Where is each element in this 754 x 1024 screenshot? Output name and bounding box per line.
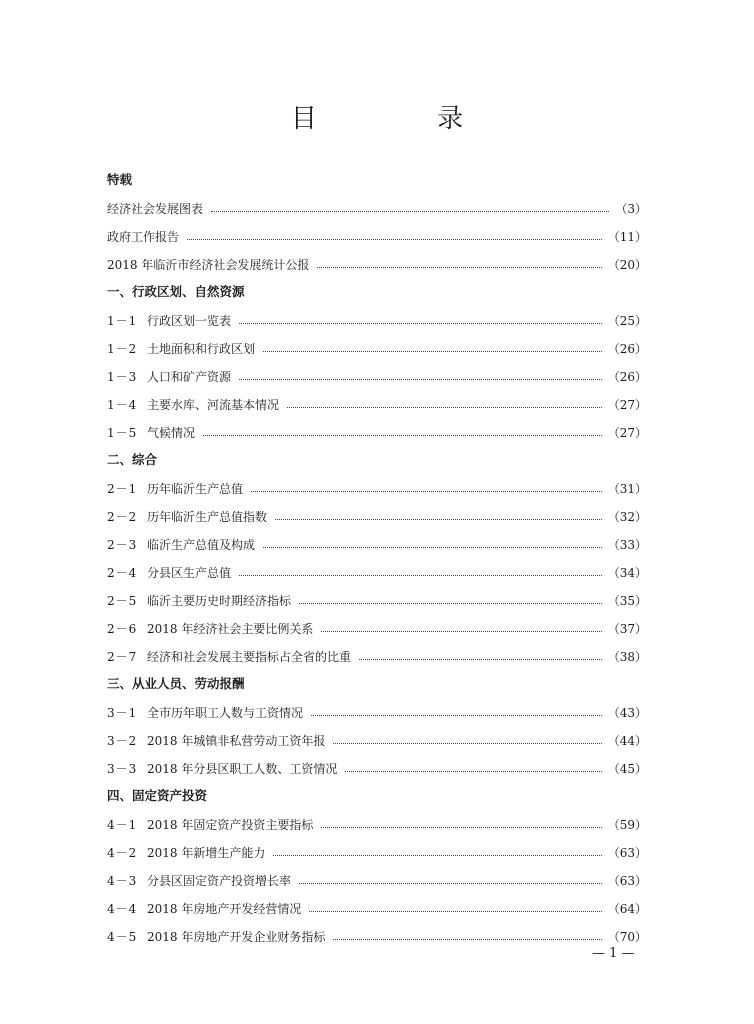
entry-title: 分县区生产总值 [147,565,232,580]
entry-number: 2－7 [107,649,138,664]
entry-title: 2018 年分县区职工人数、工资情况 [147,761,338,776]
toc-entry[interactable] [107,474,647,502]
dot-leader [333,938,601,940]
entry-page: （43） [607,705,647,720]
entry-page: （44） [607,733,647,748]
entry-title: 气候情况 [147,425,196,440]
entry-title: 临沂主要历史时期经济指标 [147,593,292,608]
entry-title: 行政区划一览表 [147,313,232,328]
page-title: 目 录 [290,104,520,134]
entry-title: 经济社会发展图表 [107,201,204,216]
dot-leader [299,602,602,604]
entry-page: （63） [607,845,647,860]
entry-page: （31） [607,481,647,496]
entry-title: 2018 年房地产开发经营情况 [147,901,302,916]
entry-number: 3－1 [107,705,138,720]
dot-leader [263,546,602,548]
toc-entry[interactable] [107,754,647,782]
entry-page: （26） [607,341,647,356]
entry-page: （20） [607,257,647,272]
entry-number: 4－1 [107,817,138,832]
entry-title: 2018 年经济社会主要比例关系 [147,621,314,636]
entry-title: 临沂生产总值及构成 [147,537,256,552]
entry-page: （25） [607,313,647,328]
toc-entry[interactable] [107,418,647,446]
entry-title: 主要水库、河流基本情况 [147,397,280,412]
entry-page: （11） [607,229,647,244]
entry-title: 2018 年新增生产能力 [147,845,266,860]
dot-leader [317,266,601,268]
toc-entry[interactable] [107,306,647,334]
entry-title: 分县区固定资产投资增长率 [147,873,292,888]
entry-page: （59） [607,817,647,832]
toc-entry[interactable] [107,558,647,586]
entry-number: 2－6 [107,621,138,636]
dot-leader [239,322,602,324]
entry-page: （35） [607,593,647,608]
entry-page: （34） [607,565,647,580]
toc-entry[interactable] [107,194,647,222]
entry-number: 1－3 [107,369,138,384]
toc-entry[interactable] [107,866,647,894]
entry-title: 2018 年固定资产投资主要指标 [147,817,314,832]
toc-entry[interactable] [107,922,647,950]
dot-leader [345,770,601,772]
dot-leader [239,574,602,576]
toc-entry[interactable] [107,390,647,418]
table-of-contents [107,166,647,950]
entry-page: （3） [615,201,647,216]
toc-entry[interactable] [107,250,647,278]
dot-leader [273,854,601,856]
entry-page: （32） [607,509,647,524]
entry-title: 2018 年临沂市经济社会发展统计公报 [107,257,310,272]
toc-entry[interactable] [107,362,647,390]
entry-title: 人口和矿产资源 [147,369,232,384]
section-heading: 特载 [107,172,133,187]
entry-number: 2－3 [107,537,138,552]
dot-leader [359,658,602,660]
entry-page: （33） [607,537,647,552]
dot-leader [287,406,602,408]
entry-title: 全市历年职工人数与工资情况 [147,705,304,720]
entry-page: （38） [607,649,647,664]
entry-title: 土地面积和行政区划 [147,341,256,356]
section-heading: 四、固定资产投资 [107,788,208,803]
dot-leader [299,882,602,884]
dot-leader [211,210,609,212]
section-heading: 二、综合 [107,452,158,467]
toc-entry[interactable] [107,614,647,642]
dot-leader [187,238,602,240]
dot-leader [321,826,601,828]
toc-entry[interactable] [107,894,647,922]
section-heading: 一、行政区划、自然资源 [107,284,245,299]
entry-number: 4－4 [107,901,138,916]
entry-title: 2018 年城镇非私营劳动工资年报 [147,733,326,748]
toc-entry[interactable] [107,222,647,250]
toc-entry[interactable] [107,838,647,866]
dot-leader [333,742,601,744]
dot-leader [203,434,602,436]
toc-entry[interactable] [107,726,647,754]
toc-entry[interactable] [107,642,647,670]
entry-number: 1－5 [107,425,138,440]
entry-page: （64） [607,901,647,916]
toc-entry[interactable] [107,586,647,614]
dot-leader [251,490,602,492]
dot-leader [263,350,602,352]
entry-number: 4－5 [107,929,138,944]
dot-leader [311,714,602,716]
entry-number: 2－2 [107,509,138,524]
entry-page: （37） [607,621,647,636]
entry-number: 1－1 [107,313,138,328]
entry-title: 2018 年房地产开发企业财务指标 [147,929,326,944]
dot-leader [275,518,602,520]
toc-entry[interactable] [107,334,647,362]
toc-entry[interactable] [107,810,647,838]
toc-entry[interactable] [107,502,647,530]
entry-page: （27） [607,425,647,440]
entry-title: 政府工作报告 [107,229,180,244]
entry-page: （63） [607,873,647,888]
entry-page: （70） [607,929,647,944]
entry-number: 2－1 [107,481,138,496]
entry-number: 2－4 [107,565,138,580]
entry-number: 4－2 [107,845,138,860]
entry-page: （45） [607,761,647,776]
entry-title: 历年临沂生产总值指数 [147,509,268,524]
section-heading: 三、从业人员、劳动报酬 [107,676,245,691]
entry-page: （26） [607,369,647,384]
entry-number: 2－5 [107,593,138,608]
entry-title: 经济和社会发展主要指标占全省的比重 [147,649,352,664]
toc-entry[interactable] [107,530,647,558]
dot-leader [239,378,602,380]
entry-number: 3－2 [107,733,138,748]
dot-leader [321,630,601,632]
toc-entry[interactable] [107,698,647,726]
entry-number: 4－3 [107,873,138,888]
entry-number: 1－2 [107,341,138,356]
page-number: — 1 — [592,946,635,961]
entry-page: （27） [607,397,647,412]
entry-title: 历年临沂生产总值 [147,481,244,496]
dot-leader [309,910,601,912]
entry-number: 3－3 [107,761,138,776]
entry-number: 1－4 [107,397,138,412]
